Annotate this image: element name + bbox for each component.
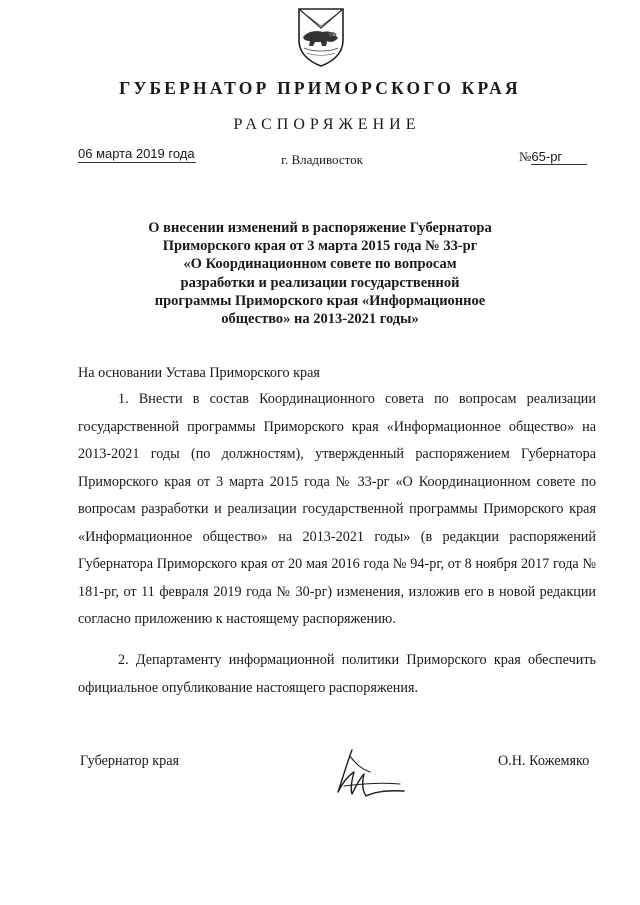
title-line: «О Координационном совете по вопросам: [183, 256, 457, 273]
clause-2-paragraph: 2. Департаменту информационной политики Приморского края обеспечить официальное опубликование настоящего распоряжения.: [78, 652, 596, 696]
document-number: 65-рг: [531, 149, 587, 165]
document-title: [0, 219, 640, 328]
handwritten-signature-icon: [330, 746, 410, 806]
document-type: РАСПОРЯЖЕНИЕ: [233, 116, 421, 133]
title-line: разработки и реализации государственной: [180, 274, 460, 291]
preamble-paragraph: На основании Устава Приморского края: [78, 365, 320, 381]
title-line: О внесении изменений в распоряжение Губернатора: [148, 220, 492, 236]
signatory-position: Губернатор края: [80, 753, 180, 769]
document-date: 06 марта 2019 года: [78, 146, 195, 161]
number-sign: №: [519, 149, 532, 164]
document-number-field: [519, 149, 595, 165]
signatory-name: О.Н. Кожемяко: [498, 753, 590, 769]
title-line: общество» на 2013-2021 годы»: [221, 311, 419, 328]
clause-1-paragraph: 1. Внести в состав Координационного совета по вопросам реализации государственной программы Приморского края «Информационное общество» на 2013-2021 годы (по должностям), утвержденный распоряжением Губернатора Приморского края от 3 марта 2015 года № 33-рг «О Координационном совете по вопросам разработки и реализации государственной программы Приморского края «Информационное общество» на 2013-2021 годы» (в редакции распоряжений Губернатора Приморского края от 20 мая 2016 года № 94-рг, от 8 ноября 2017 года № 181-рг, от 11 февраля 2019 года № 30-рг) изменения, изложив его в новой редакции согласно приложению к настоящему распоряжению.: [78, 391, 596, 627]
title-line: программы Приморского края «Информационное: [154, 292, 486, 309]
organization-title: ГУБЕРНАТОР ПРИМОРСКОГО КРАЯ: [119, 78, 521, 98]
document-city: г. Владивосток: [281, 152, 363, 167]
title-line: Приморского края от 3 марта 2015 года № 33-рг: [162, 238, 478, 255]
coat-of-arms-icon: [296, 6, 346, 68]
